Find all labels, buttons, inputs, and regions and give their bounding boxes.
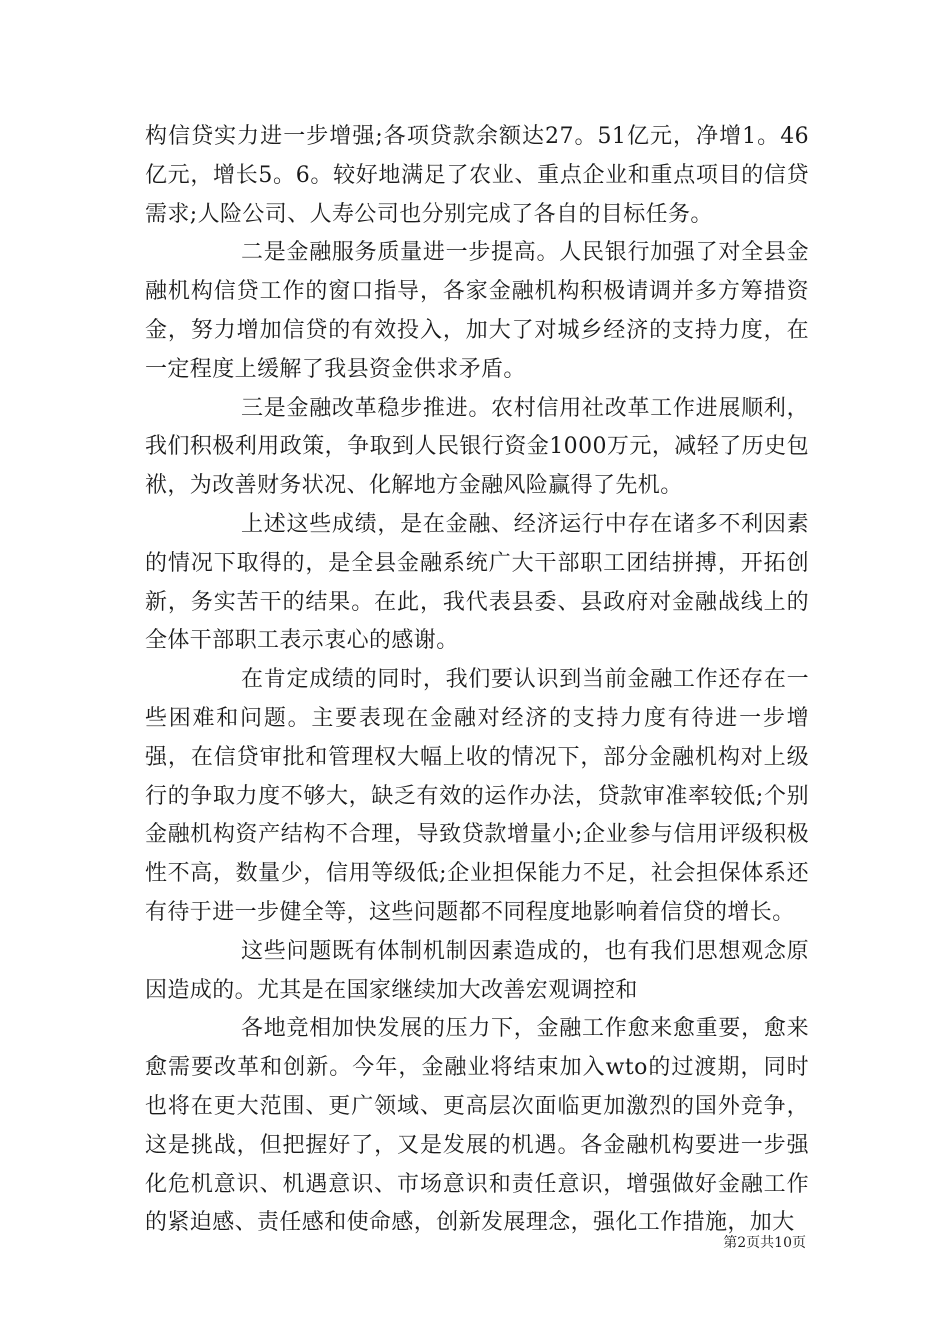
paragraph-6: 这些问题既有体制机制因素造成的，也有我们思想观念原因造成的。尤其是在国家继续加大改善宏观调控和	[145, 938, 809, 1003]
paragraph-4: 上述这些成绩，是在金融、经济运行中存在诸多不利因素的情况下取得的，是全县金融系统广大干部职工团结拼搏，开拓创新，务实苦干的结果。在此，我代表县委、县政府对金融战线上的全体干部职工表示衷心的感谢。	[145, 511, 809, 654]
paragraph-1: 构信贷实力进一步增强;各项贷款余额达27。51亿元，净增1。46亿元，增长5。6。较好地满足了农业、重点企业和重点项目的信贷需求;人险公司、人寿公司也分别完成了各自的目标任务。	[145, 124, 809, 227]
paragraph-3: 三是金融改革稳步推进。农村信用社改革工作进展顺利，我们积极利用政策，争取到人民银行资金1000万元，减轻了历史包袱，为改善财务状况、化解地方金融风险赢得了先机。	[145, 395, 809, 499]
paragraph-5: 在肯定成绩的同时，我们要认识到当前金融工作还存在一些困难和问题。主要表现在金融对经济的支持力度有待进一步增强，在信贷审批和管理权大幅上收的情况下，部分金融机构对上级行的争取力度不够大，缺乏有效的运作办法，贷款审准率较低;个别金融机构资产结构不合理，导致贷款增量小;企业参与信用评级积极性不高，数量少，信用等级低;企业担保能力不足，社会担保体系还有待于进一步健全等，这些问题都不同程度地影响着信贷的增长。	[145, 667, 809, 925]
paragraph-2: 二是金融服务质量进一步提高。人民银行加强了对全县金融机构信贷工作的窗口指导，各家金融机构积极请调并多方筹措资金，努力增加信贷的有效投入，加大了对城乡经济的支持力度，在一定程度上缓解了我县资金供求矛盾。	[145, 240, 809, 382]
paragraph-7: 各地竞相加快发展的压力下，金融工作愈来愈重要，愈来愈需要改革和创新。今年，金融业将结束加入wto的过渡期，同时也将在更大范围、更广领域、更高层次面临更加激烈的国外竞争，这是挑战，但把握好了，又是发展的机遇。各金融机构要进一步强化危机意识、机遇意识、市场意识和责任意识，增强做好金融工作的紧迫感、责任感和使命感，创新发展理念，强化工作措施，加大	[145, 1016, 809, 1236]
page-number-footer: 第2页共10页	[723, 1235, 806, 1251]
document-body	[145, 118, 809, 1243]
